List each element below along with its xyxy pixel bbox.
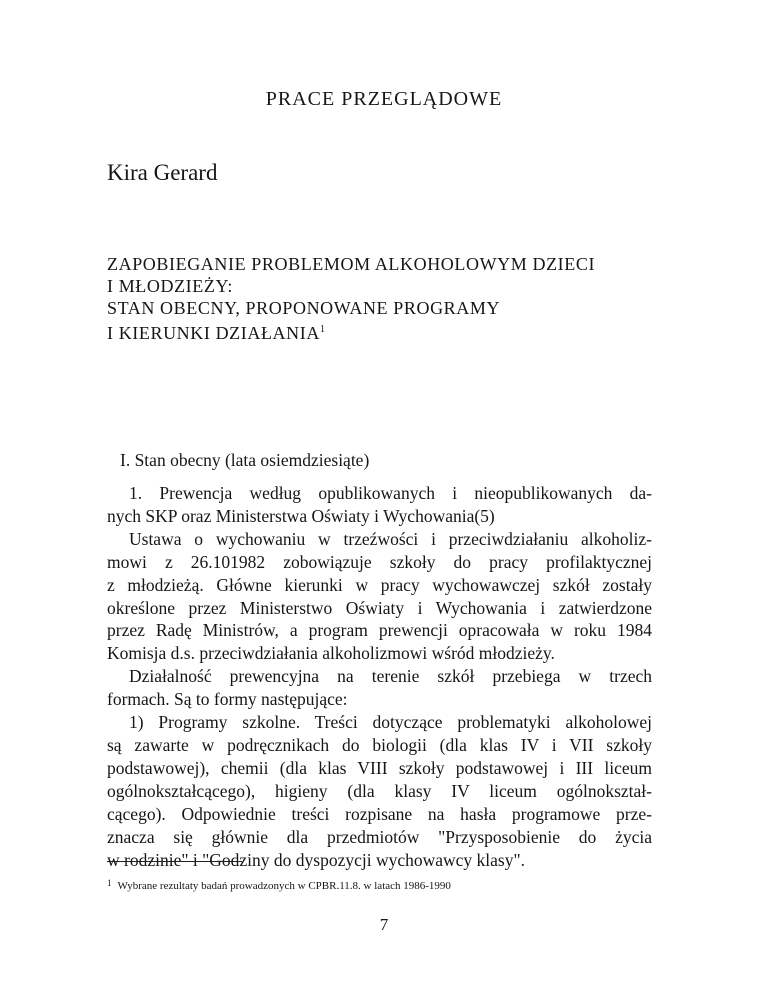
section-title: PRACE PRZEGLĄDOWE xyxy=(265,88,503,110)
article-title-line: I MŁODZIEŻY: xyxy=(107,276,234,296)
body-line: Komisja d.s. przeciwdziałania alkoholizmowi wśród młodzieży. xyxy=(107,643,555,664)
body-line: 1) Programy szkolne. Treści dotyczące problematyki alkoholowej xyxy=(129,712,652,733)
body-line: są zawarte w podręcznikach do biologii (dla klas IV i VII szkoły xyxy=(107,734,652,755)
footnote xyxy=(107,878,451,892)
body-line: nych SKP oraz Ministerstwa Oświaty i Wychowania(5) xyxy=(107,505,495,526)
body-line: cącego). Odpowiednie treści rozpisane na hasła programowe prze- xyxy=(107,803,652,824)
body-line: określone przez Ministerstwo Oświaty i Wychowania i zatwierdzone xyxy=(107,597,652,618)
body-line: formach. Są to formy następujące: xyxy=(107,689,348,710)
page-number: 7 xyxy=(379,915,389,934)
article-title xyxy=(107,253,595,344)
body-line: Ustawa o wychowaniu w trzeźwości i przeciwdziałaniu alkoholiz- xyxy=(129,528,652,549)
footnote-divider xyxy=(107,861,242,862)
footnote-number: 1 xyxy=(107,878,112,888)
body-line: z młodzieżą. Główne kierunki w pracy wychowawczej szkół zostały xyxy=(107,574,652,595)
article-title-line: STAN OBECNY, PROPONOWANE PROGRAMY xyxy=(107,298,501,318)
body-line: znacza się głównie dla przedmiotów "Przysposobienie do życia xyxy=(107,826,652,847)
article-title-line-text: I KIERUNKI DZIAŁANIA xyxy=(107,323,320,343)
footnote-text: Wybrane rezultaty badań prowadzonych w CPBR.11.8. w latach 1986-1990 xyxy=(117,880,451,892)
body-line: mowi z 26.101982 zobowiązuje szkoły do pracy profilaktycznej xyxy=(107,551,652,572)
body-line: przez Radę Ministrów, a program prewencji opracowała w roku 1984 xyxy=(107,620,652,641)
article-title-line: ZAPOBIEGANIE PROBLEMOM ALKOHOLOWYM DZIECI xyxy=(107,254,596,274)
body-line: 1. Prewencja według opublikowanych i nieopublikowanych da- xyxy=(129,483,652,503)
body-text xyxy=(107,482,652,871)
body-line: Działalność prewencyjna na terenie szkół przebiega w trzech xyxy=(129,666,652,687)
footnote-reference: 1 xyxy=(319,324,325,335)
author-name: Kira Gerard xyxy=(107,160,218,185)
body-line: podstawowej), chemii (dla klas VIII szkoły podstawowej i III liceum xyxy=(107,757,652,778)
section-heading: I. Stan obecny (lata osiemdziesiąte) xyxy=(120,450,370,470)
body-line: w rodzinie" i "Godziny do dyspozycji wychowawcy klasy". xyxy=(107,849,526,870)
body-line: ogólnokształcącego), higieny (dla klasy IV liceum ogólnokształ- xyxy=(107,780,652,801)
article-title-line-last xyxy=(107,319,595,344)
